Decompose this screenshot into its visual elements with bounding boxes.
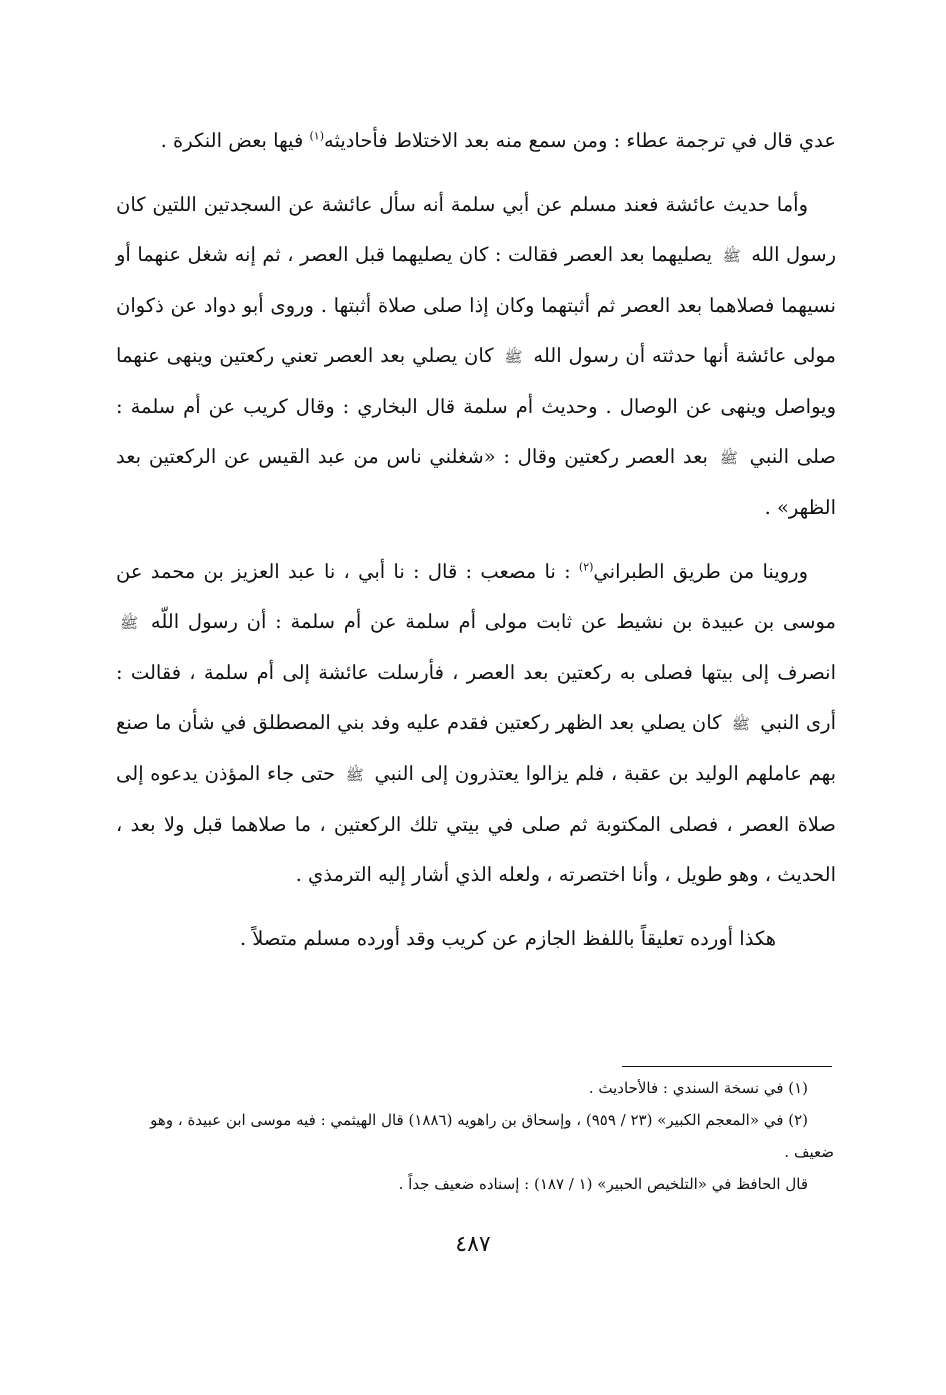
footnote-3: قال الحافظ في «التلخيص الحبير» (١ / ١٨٧) : إسناده ضعيف جداً . xyxy=(398,1175,808,1193)
salawat-glyph: ﷺ xyxy=(731,715,750,733)
footnote-ref-2[interactable]: (٢) xyxy=(578,560,594,574)
footnote-divider xyxy=(622,1066,832,1067)
salawat-glyph: ﷺ xyxy=(345,766,364,784)
salawat-glyph: ﷺ xyxy=(504,348,523,366)
footnote-2: (٢) في «المعجم الكبير» (٢٣ / ٩٥٩) ، وإسحاق بن راهويه (١٨٨٦) قال الهيثمي : فيه موسى ابن عبيدة ، وهو ضعيف . xyxy=(150,1111,834,1161)
paragraph-2: وأما حديث عائشة فعند مسلم عن أبي سلمة أنه سأل عائشة عن السجدتين اللتين كان رسول الله ﷺ يصليهما بعد العصر فقالت : كان يصليهما قبل العصر ، ثم إنه شغل عنهما أو نسيهما فصلاهما بعد العصر ثم أثبتهما وكان إذا صلى صلاة أثبتها . وروى أبو دواد عن ذكوان مولى عائشة أنها حدثته أن رسول الله ﷺ كان يصلي بعد العصر تعني ركعتين وينهى عنهما ويواصل وينهى عن الوصال . وحديث أم سلمة قال البخاري : وقال كريب عن أم سلمة : صلى النبي ﷺ بعد العصر ركعتين وقال : «شغلني ناس من عبد القيس عن الركعتين بعد الظهر» . xyxy=(116,193,836,519)
page-number: ٤٨٧ xyxy=(455,1232,491,1257)
paragraph-3: وروينا من طريق الطبراني$^{(٢)}$ : نا مصعب : قال : نا أبي ، نا عبد العزيز بن محمد عن موسى بن عبيدة بن نشيط عن ثابت مولى أم سلمة عن أم سلمة : أن رسول اللّه ﷺ انصرف إلى بيتها فصلى به ركعتين بعد العصر ، فأرسلت عائشة إلى أم سلمة ، فقالت : أرى النبي ﷺ كان يصلي بعد الظهر ركعتين فقدم عليه وفد بني المصطلق في شأن ما صنع بهم عاملهم الوليد بن عقبة ، فلم يزالوا يعتذرون إلى النبي ﷺ حتى جاء المؤذن يدعوه إلى صلاة العصر ، فصلى المكتوبة ثم صلى في بيتي تلك الركعتين ، ما صلاهما قبل ولا بعد ، الحديث ، وهو طويل ، وأنا اختصرته ، ولعله الذي أشار إليه الترمذي . xyxy=(116,560,836,886)
footnote-1: (١) في نسخة السندي : فالأحاديث . xyxy=(588,1079,808,1097)
paragraph-4: هكذا أورده تعليقاً باللفظ الجازم عن كريب وقد أورده مسلم متصلاً . xyxy=(239,927,776,950)
footnotes xyxy=(130,1072,834,1200)
salawat-glyph: ﷺ xyxy=(722,247,741,265)
footnote-ref-1[interactable]: (١) xyxy=(309,129,324,143)
salawat-glyph: ﷺ xyxy=(120,614,139,632)
paragraph-1: عدي قال في ترجمة عطاء : ومن سمع منه بعد الاختلاط فأحاديثه$^{(١)}$ فيها بعض النكرة . xyxy=(160,129,836,152)
main-text xyxy=(116,116,836,978)
salawat-glyph: ﷺ xyxy=(719,449,738,467)
